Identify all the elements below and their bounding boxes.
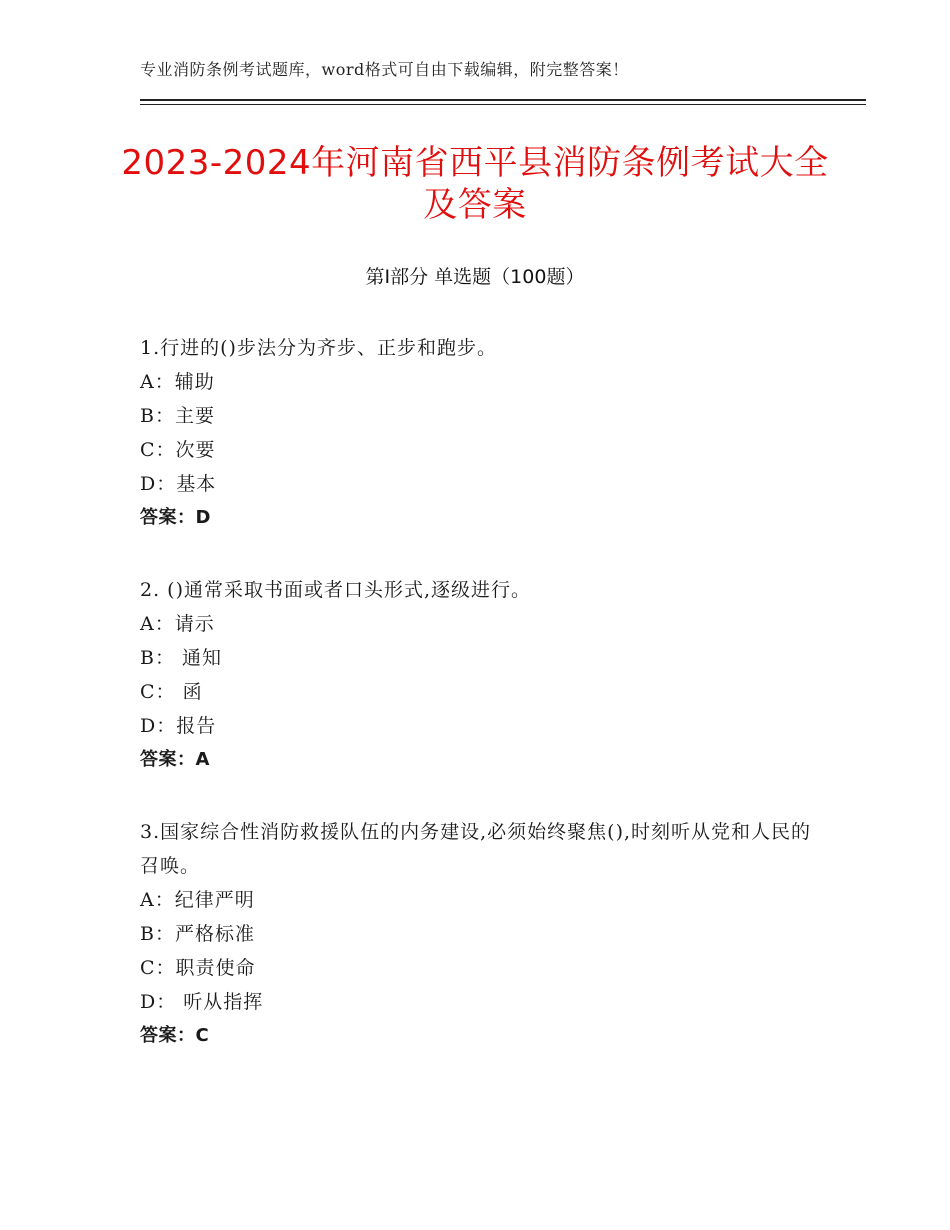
- question-stem: 2. ()通常采取书面或者口头形式,逐级进行。: [140, 579, 532, 601]
- option-d: D：基本: [140, 473, 217, 495]
- question-stem: 3.国家综合性消防救援队伍的内务建设,必须始终聚焦(),时刻听从党和人民的召唤。: [140, 821, 812, 877]
- document-title: 2023-2024年河南省西平县消防条例考试大全及答案: [121, 143, 829, 225]
- answer-label: 答案：A: [140, 749, 210, 770]
- option-b: B：严格标准: [140, 923, 255, 945]
- option-a: A：纪律严明: [140, 889, 255, 911]
- option-c: C：次要: [140, 439, 216, 461]
- question-stem: 1.行进的()步法分为齐步、正步和跑步。: [140, 337, 497, 359]
- header-divider-thin: [140, 104, 866, 105]
- option-b: B：主要: [140, 405, 215, 427]
- option-d: D：报告: [140, 715, 217, 737]
- question-list: [140, 331, 820, 1091]
- question-3: [140, 815, 820, 1053]
- option-d: D： 听从指挥: [140, 991, 264, 1013]
- option-c: C：职责使命: [140, 957, 256, 979]
- option-b: B： 通知: [140, 647, 223, 669]
- option-c: C： 函: [140, 681, 203, 703]
- header-divider-thick: [140, 99, 866, 101]
- answer-label: 答案：C: [140, 1025, 210, 1046]
- header-note: 专业消防条例考试题库，word格式可自由下载编辑，附完整答案！: [140, 60, 629, 79]
- answer-label: 答案：D: [140, 507, 211, 528]
- question-1: [140, 331, 820, 535]
- option-a: A：请示: [140, 613, 215, 635]
- option-a: A：辅助: [140, 371, 215, 393]
- section-heading: 第Ⅰ部分 单选题（100题）: [365, 266, 585, 288]
- question-2: [140, 573, 820, 777]
